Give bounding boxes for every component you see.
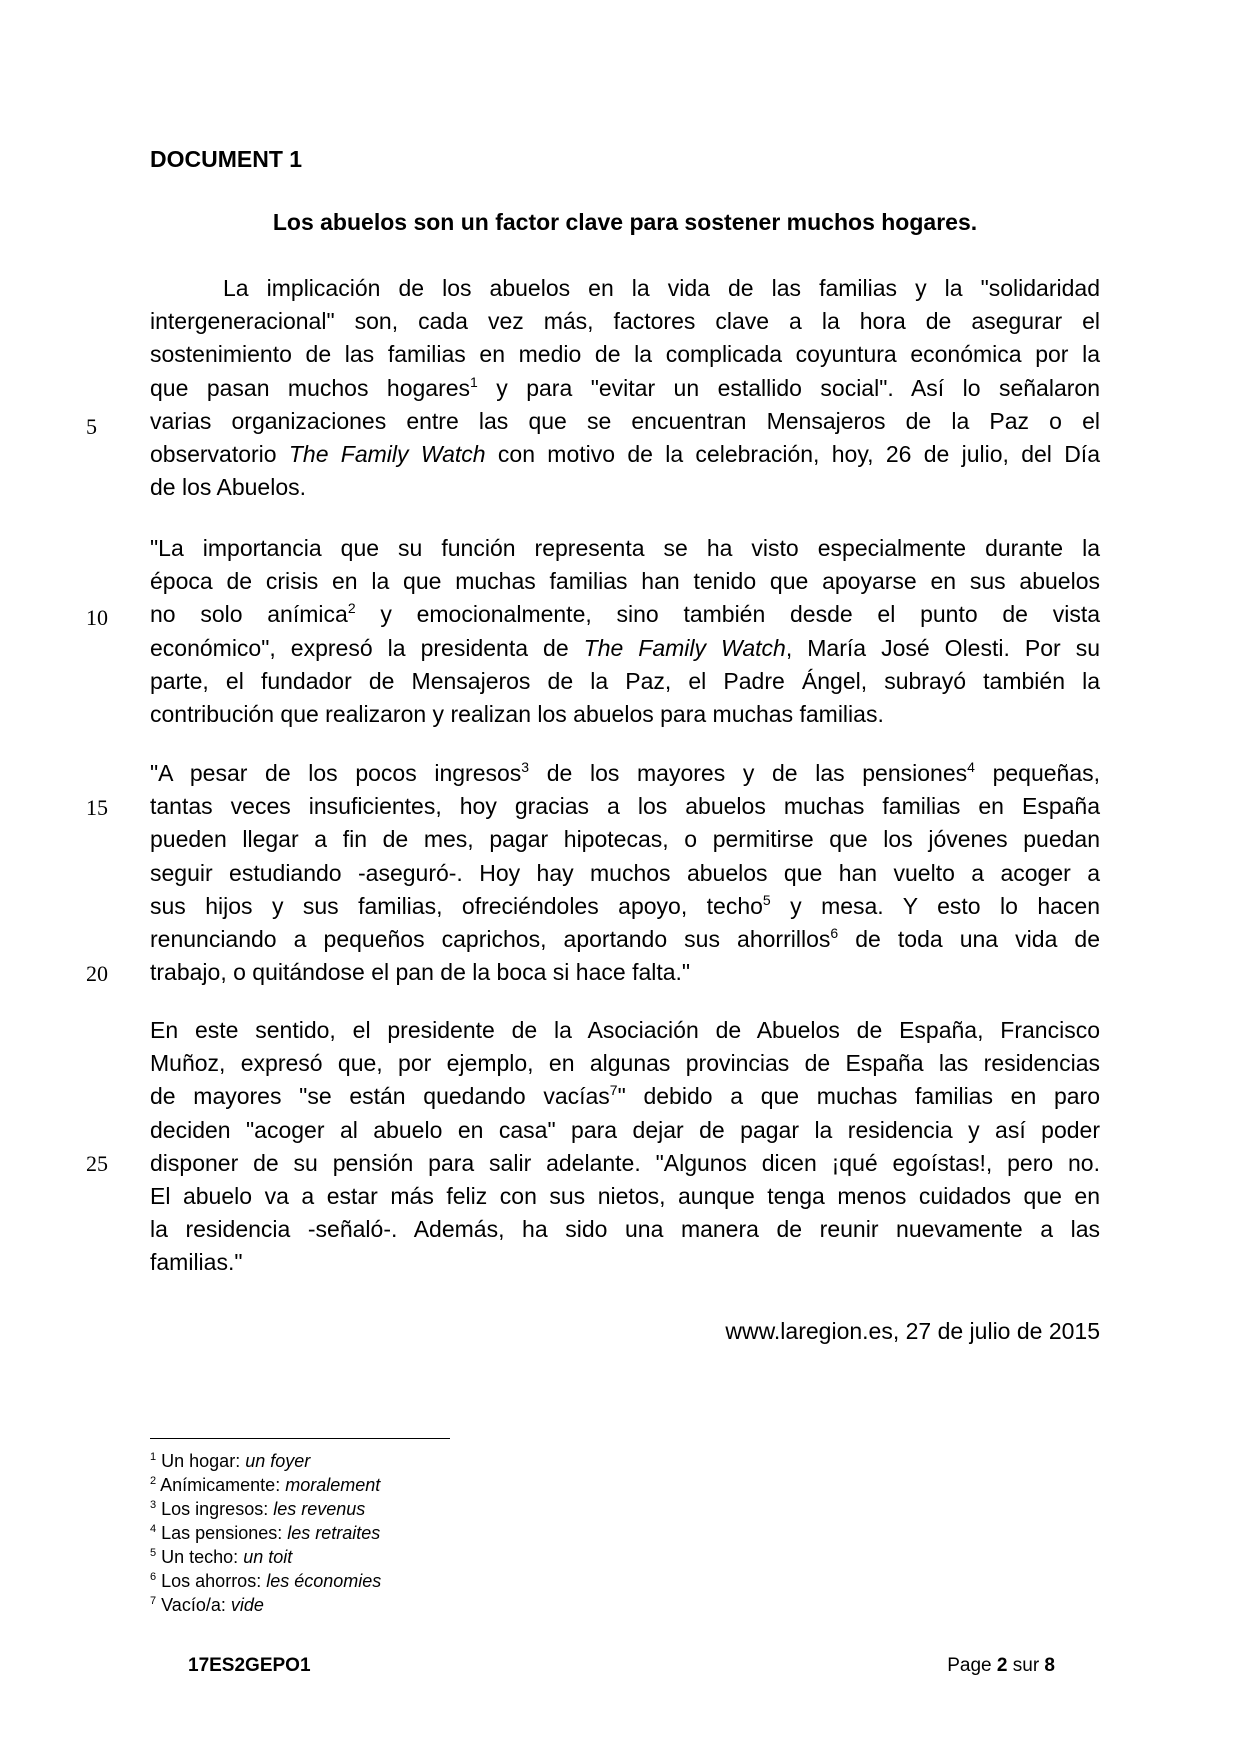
line-number: 20 xyxy=(86,961,108,986)
article-headline: Los abuelos son un factor clave para sostener muchos hogares. xyxy=(272,209,978,235)
italic-title: The Family Watch xyxy=(583,634,786,661)
text-line: la residencia -señaló-. Además, ha sido una manera de reunir nuevamente a las xyxy=(150,1216,1100,1243)
footnote-ref: 6 xyxy=(830,924,839,941)
line-number: 10 xyxy=(86,605,108,630)
line-number: 15 xyxy=(86,795,108,820)
text-line: varias organizaciones entre las que se encuentran Mensajeros de la Paz o el xyxy=(150,407,1100,434)
text-line: intergeneracional" son, cada vez más, factores clave a la hora de asegurar el xyxy=(150,308,1100,335)
text-line: de mayores "se están quedando vacías$^7$" debido a que muchas familias en paro xyxy=(150,1082,1100,1110)
footnote: $^3$ Los ingresos: les revenus xyxy=(150,1499,366,1519)
footnote-ref: 1 xyxy=(470,373,478,390)
text-line: trabajo, o quitándose el pan de la boca si hace falta." xyxy=(150,959,691,986)
text-line: que pasan muchos hogares$^1$ y para "evitar un estallido social". Así lo señalaron xyxy=(150,373,1100,401)
footnote: $^1$ Un hogar: un foyer xyxy=(150,1451,311,1471)
footnote-ref: 4 xyxy=(967,759,975,775)
footnotes xyxy=(150,1449,381,1617)
document-label: DOCUMENT 1 xyxy=(150,146,303,172)
paragraph-2 xyxy=(150,532,1100,731)
footnote-ref: 3 xyxy=(521,759,530,775)
paragraph-3 xyxy=(150,757,1100,989)
text-line: sostenimiento de las familias en medio de la complicada coyuntura económica por la xyxy=(150,341,1100,368)
footnote-ref: 5 xyxy=(762,891,771,908)
text-line: En este sentido, el presidente de la Asociación de Abuelos de España, Francisco xyxy=(150,1017,1100,1043)
text-line: disponer de su pensión para salir adelante. "Algunos dicen ¡qué egoístas!, pero no. xyxy=(150,1149,1100,1176)
text-line: época de crisis en la que muchas familias han tenido que apoyarse en sus abuelos xyxy=(150,568,1100,595)
exam-code: 17ES2GEPO1 xyxy=(188,1655,311,1676)
text-line: parte, el fundador de Mensajeros de la Paz, el Padre Ángel, subrayó también la xyxy=(150,667,1100,694)
footnote-divider xyxy=(150,1438,450,1439)
text-line: pueden llegar a fin de mes, pagar hipotecas, o permitirse que los jóvenes puedan xyxy=(150,826,1100,853)
text-line: familias." xyxy=(150,1249,243,1276)
footnote: $^7$ Vacío/a: vide xyxy=(150,1595,264,1615)
line-number: 5 xyxy=(86,414,97,439)
footnote: $^6$ Los ahorros: les économies xyxy=(150,1571,382,1591)
text-line: El abuelo va a estar más feliz con sus nietos, aunque tenga menos cuidados que en xyxy=(150,1182,1100,1209)
page-number: Page 2 sur 8 xyxy=(947,1655,1055,1676)
text-line: económico", expresó la presidenta de The Family Watch, María José Olesti. Por su xyxy=(150,634,1100,661)
text-line: contribución que realizaron y realizan los abuelos para muchas familias. xyxy=(150,700,884,727)
footnote: $^2$ Anímicamente: moralement xyxy=(150,1475,381,1495)
text-line: no solo anímica$^2$ y emocionalmente, sino también desde el punto de vista xyxy=(150,600,1100,628)
source-citation: www.laregion.es, 27 de julio de 2015 xyxy=(725,1318,1100,1344)
text-line: deciden "acoger al abuelo en casa" para dejar de pagar la residencia y así poder xyxy=(150,1116,1100,1143)
text-line: sus hijos y sus familias, ofreciéndoles apoyo, techo$^5$ y mesa. Y esto lo hacen xyxy=(150,891,1100,919)
text-line: observatorio The Family Watch con motivo de la celebración, hoy, 26 de julio, del Día xyxy=(150,440,1100,467)
footnote: $^5$ Un techo: un toit xyxy=(150,1547,293,1567)
line-number: 25 xyxy=(86,1151,108,1176)
footnote-ref: 7 xyxy=(609,1082,618,1099)
paragraph-4 xyxy=(150,1014,1100,1280)
text-line: de los Abuelos. xyxy=(150,474,307,501)
italic-title: The Family Watch xyxy=(288,440,486,467)
text-line: La implicación de los abuelos en la vida de las familias y la "solidaridad xyxy=(223,275,1100,301)
footnote: $^4$ Las pensiones: les retraites xyxy=(150,1523,381,1543)
text-line: renunciando a pequeños caprichos, aportando sus ahorrillos$^6$ de toda una vida de xyxy=(150,924,1101,952)
text-line: "La importancia que su función representa se ha visto especialmente durante la xyxy=(150,535,1100,561)
text-line: "A pesar de los pocos ingresos$^3$ de los mayores y de las pensiones$^4$ pequeñas, xyxy=(150,759,1100,786)
text-line: tantas veces insuficientes, hoy gracias a los abuelos muchas familias en España xyxy=(150,793,1100,820)
text-line: seguir estudiando -aseguró-. Hoy hay muchos abuelos que han vuelto a acoger a xyxy=(150,859,1100,886)
text-line: Muñoz, expresó que, por ejemplo, en algunas provincias de España las residencias xyxy=(150,1050,1100,1077)
paragraph-1 xyxy=(150,272,1100,504)
footnote-ref: 2 xyxy=(347,600,356,617)
